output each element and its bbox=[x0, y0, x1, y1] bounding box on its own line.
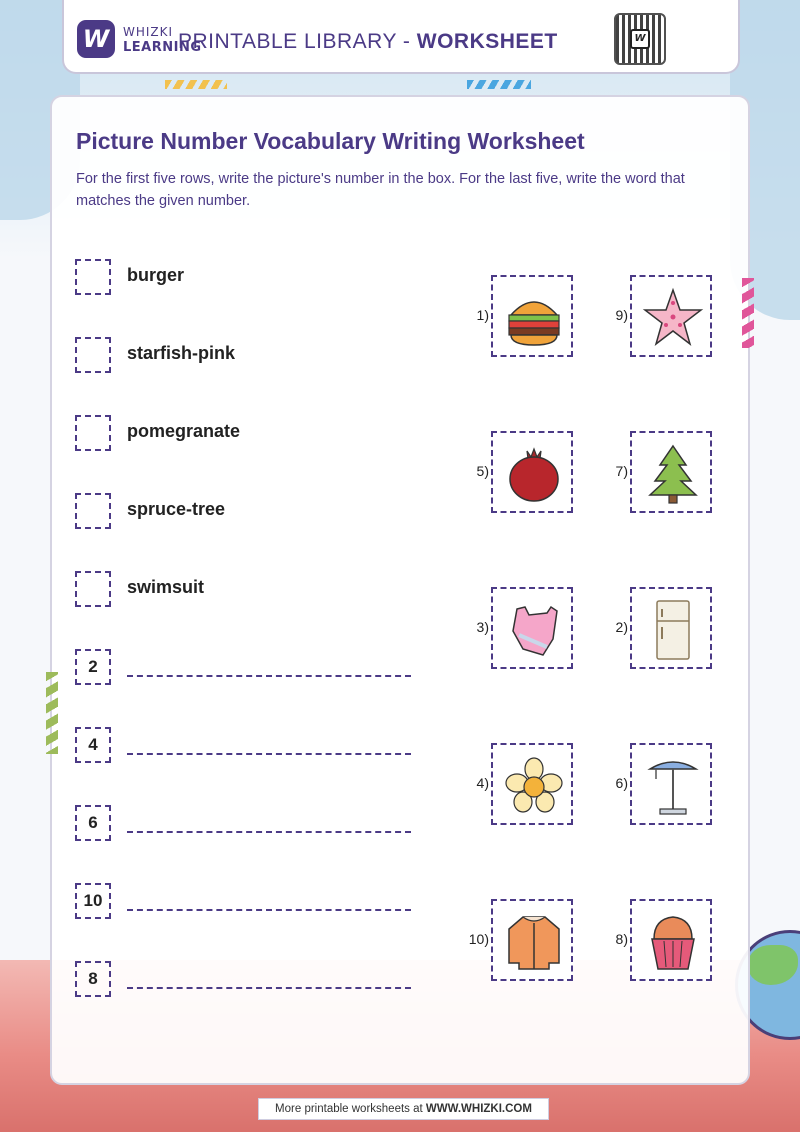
vocabulary-word: pomegranate bbox=[127, 421, 241, 441]
worksheet-instructions: For the first five rows, write the picture's number in the box. For the last five, write the word that matches the given number. bbox=[76, 171, 685, 209]
starfish-icon bbox=[642, 287, 704, 349]
footer-banner bbox=[258, 1098, 549, 1120]
picture-card bbox=[459, 899, 569, 983]
picture-frame bbox=[491, 431, 573, 513]
whizki-logo-icon[interactable]: W bbox=[77, 20, 115, 58]
header-title-plain: PRINTABLE LIBRARY - bbox=[178, 30, 417, 53]
picture-card bbox=[598, 587, 708, 671]
pomegranate-icon bbox=[503, 443, 565, 505]
answer-box[interactable] bbox=[75, 493, 111, 529]
header-title bbox=[178, 30, 558, 54]
picture-number: 2) bbox=[615, 619, 628, 635]
picture-number: 5) bbox=[476, 463, 489, 479]
picture-number: 1) bbox=[476, 307, 489, 323]
writing-line[interactable] bbox=[127, 909, 411, 911]
word-row bbox=[75, 571, 415, 609]
picture-frame bbox=[491, 587, 573, 669]
given-number: 4 bbox=[75, 727, 111, 763]
picture-card bbox=[598, 275, 708, 359]
refrigerator-icon bbox=[642, 599, 704, 661]
decorative-stripes-blue bbox=[467, 80, 531, 89]
qr-logo-mark: W bbox=[630, 29, 650, 49]
picture-frame bbox=[630, 899, 712, 981]
decorative-stripes-yellow bbox=[165, 80, 227, 89]
cupcake-icon bbox=[642, 911, 704, 973]
picture-frame bbox=[491, 743, 573, 825]
picture-card bbox=[598, 899, 708, 983]
picture-card bbox=[459, 431, 569, 515]
picture-card bbox=[459, 587, 569, 671]
picture-frame bbox=[491, 899, 573, 981]
picture-frame bbox=[630, 431, 712, 513]
word-row bbox=[75, 493, 415, 531]
picture-card bbox=[459, 743, 569, 827]
given-number: 10 bbox=[75, 883, 111, 919]
given-number: 8 bbox=[75, 961, 111, 997]
word-row bbox=[75, 259, 415, 297]
burger-icon bbox=[503, 287, 565, 349]
answer-box[interactable] bbox=[75, 415, 111, 451]
given-number: 2 bbox=[75, 649, 111, 685]
picture-card bbox=[459, 275, 569, 359]
picture-number: 3) bbox=[476, 619, 489, 635]
vocabulary-word: spruce-tree bbox=[127, 499, 226, 519]
worksheet-title: Picture Number Vocabulary Writing Worksheet bbox=[76, 128, 585, 154]
footer-text: More printable worksheets at bbox=[275, 1103, 426, 1115]
vocabulary-word: burger bbox=[127, 265, 185, 285]
answer-box[interactable] bbox=[75, 571, 111, 607]
picture-number: 7) bbox=[615, 463, 628, 479]
picture-number: 8) bbox=[615, 931, 628, 947]
picture-number: 9) bbox=[615, 307, 628, 323]
logo-text-top: WHIZKI bbox=[123, 25, 174, 39]
given-number: 6 bbox=[75, 805, 111, 841]
jacket-icon bbox=[503, 911, 565, 973]
picture-frame bbox=[630, 743, 712, 825]
picture-frame bbox=[491, 275, 573, 357]
header-title-bold: WORKSHEET bbox=[416, 30, 558, 53]
picture-card bbox=[598, 743, 708, 827]
writing-line[interactable] bbox=[127, 987, 411, 989]
answer-box[interactable] bbox=[75, 259, 111, 295]
vocabulary-word: swimsuit bbox=[127, 577, 205, 597]
picture-number: 6) bbox=[615, 775, 628, 791]
lamp-icon bbox=[642, 755, 704, 817]
daffodil-icon bbox=[503, 755, 565, 817]
number-row bbox=[75, 649, 415, 687]
writing-line[interactable] bbox=[127, 831, 411, 833]
swimsuit-icon bbox=[503, 599, 565, 661]
writing-line[interactable] bbox=[127, 753, 411, 755]
number-row bbox=[75, 883, 415, 921]
logo-text-bottom: LEARNING bbox=[123, 40, 202, 55]
number-row bbox=[75, 805, 415, 843]
writing-line[interactable] bbox=[127, 675, 411, 677]
decorative-stripes-pink bbox=[742, 278, 754, 348]
word-row bbox=[75, 415, 415, 453]
number-row bbox=[75, 961, 415, 999]
picture-card bbox=[598, 431, 708, 515]
picture-number: 4) bbox=[476, 775, 489, 791]
picture-frame bbox=[630, 275, 712, 357]
picture-number: 10) bbox=[468, 931, 489, 947]
word-row bbox=[75, 337, 415, 375]
answer-box[interactable] bbox=[75, 337, 111, 373]
decorative-stripes-green bbox=[46, 672, 58, 754]
spruce-tree-icon bbox=[642, 443, 704, 505]
footer-link[interactable]: WWW.WHIZKI.COM bbox=[425, 1103, 532, 1115]
number-row bbox=[75, 727, 415, 765]
picture-frame bbox=[630, 587, 712, 669]
vocabulary-word: starfish-pink bbox=[127, 343, 236, 363]
